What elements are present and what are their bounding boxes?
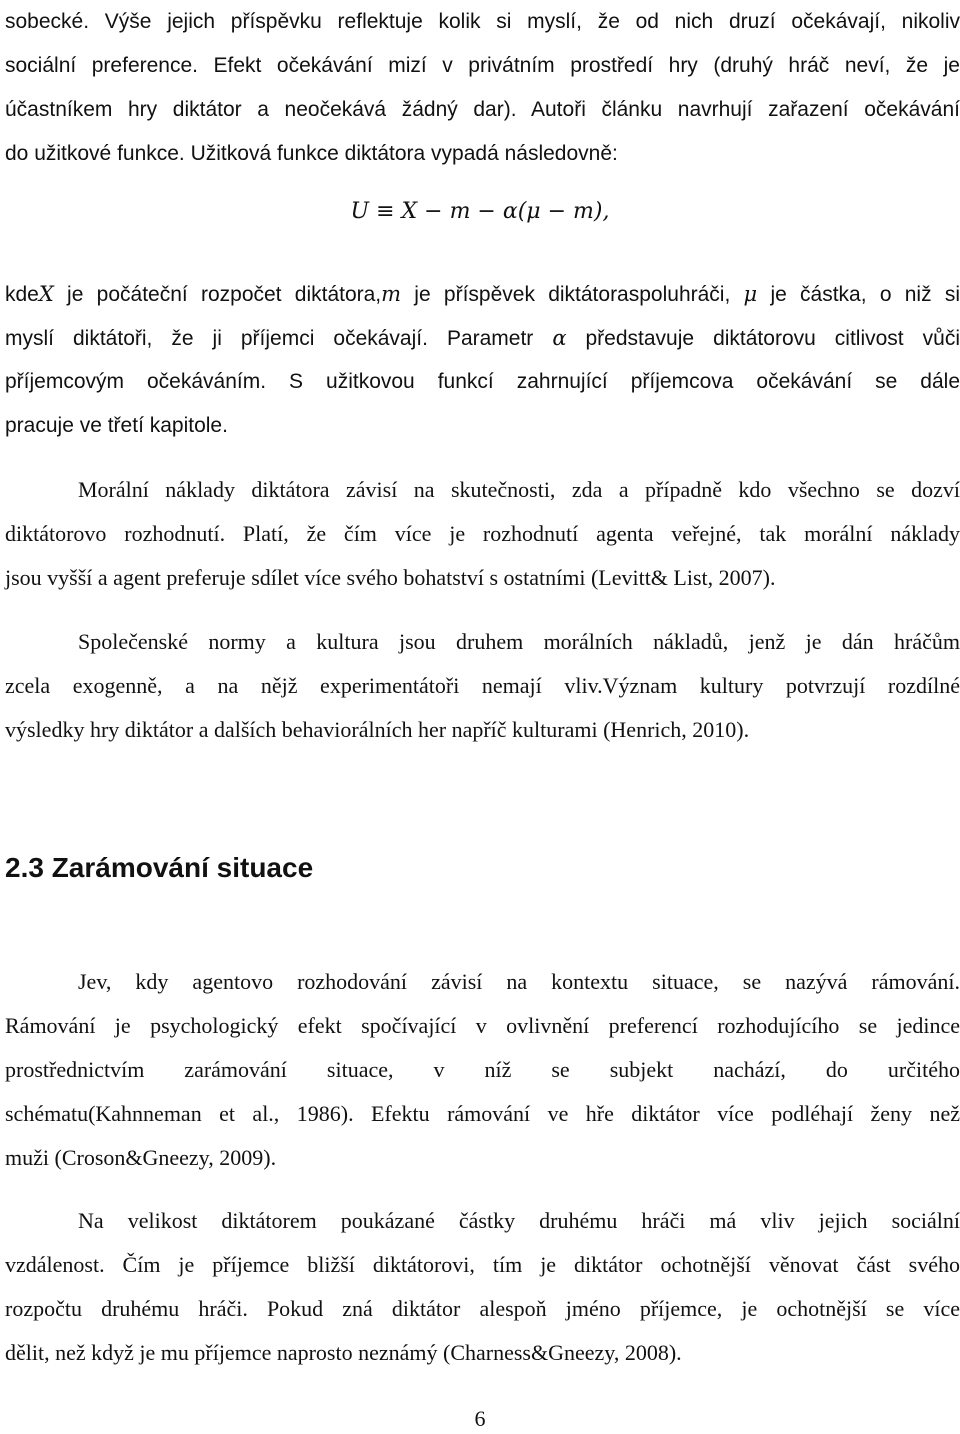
math-variable: α [552,326,567,350]
text-segment: je příspěvek diktátoraspoluhráči, [401,283,744,306]
text-line: sociální preference. Efekt očekávání mizí v privátním prostředí hry (druhý hráč neví, že je [5,54,960,77]
paragraph-expectations [5,0,960,176]
text-line: prostřednictvím zarámování situace, v níž se subjekt nachází, do určitého [5,1057,960,1082]
text-line: jsou vyšší a agent preferuje sdílet více svého bohatství s ostatními (Levitt& List, 2007). [5,565,776,590]
text-segment: kde [5,283,39,306]
text-line: do užitkové funkce. Užitková funkce diktátora vypadá následovně: [5,142,618,165]
text-line [5,272,960,316]
text-line: účastníkem hry diktátor a neočekává žádný dar). Autoři článku navrhují zařazení očekávání [5,98,960,121]
text-line: Rámování je psychologický efekt spočívající v ovlivnění preferencí rozhodujícího se jedince [5,1013,960,1038]
utility-formula: U ≡ X − m − α(μ − m), [350,199,610,224]
math-variable: X [38,282,54,306]
text-line [5,316,960,360]
text-line: pracuje ve třetí kapitole. [5,414,228,437]
text-segment: myslí diktátoři, že ji příjemci očekávají. Parametr [5,327,553,350]
page-number: 6 [474,1406,486,1431]
section-heading: 2.3 Zarámování situace [5,852,314,883]
text-line: příjemcovým očekáváním. S užitkovou funkcí zahrnující příjemcova očekávání se dále [5,370,960,393]
text-line: dělit, než když je mu příjemce naprosto neznámý (Charness&Gneezy, 2008). [5,1340,682,1365]
text-line: sobecké. Výše jejich příspěvku reflektuje kolik si myslí, že od nich druzí očekávají, nikoliv [5,10,960,33]
text-line: Na velikost diktátorem poukázané částky druhému hráči má vliv jejich sociální [78,1208,960,1233]
math-variable: m [381,282,402,306]
text-segment: je počáteční rozpočet diktátora, [53,283,382,306]
paragraph-social-norms [5,620,960,752]
text-line: Morální náklady diktátora závisí na skutečnosti, zda a případně kdo všechno se dozví [78,477,960,502]
paragraph-moral-costs [5,468,960,600]
math-variable: μ [743,282,758,306]
text-line: Společenské normy a kultura jsou druhem morálních nákladů, jenž je dán hráčům [78,629,960,654]
text-line: rozpočtu druhému hráči. Pokud zná diktátor alespoň jméno příjemce, je ochotnější se více [5,1296,960,1321]
text-line: muži (Croson&Gneezy, 2009). [5,1145,277,1170]
text-line: diktátorovo rozhodnutí. Platí, že čím více je rozhodnutí agenta veřejné, tak morální náklady [5,521,960,546]
paragraph-framing [5,960,960,1180]
text-line: Jev, kdy agentovo rozhodování závisí na kontextu situace, se nazývá rámování. [78,969,960,994]
text-line: vzdálenost. Čím je příjemce bližší diktátorovi, tím je diktátor ochotnější věnovat část svého [5,1252,960,1277]
text-line: schématu(Kahnneman et al., 1986). Efektu rámování ve hře diktátor více podléhají ženy než [5,1101,960,1126]
text-line: výsledky hry diktátor a dalších behaviorálních her napříč kulturami (Henrich, 2010). [5,717,750,742]
text-segment: je částka, o niž si [757,283,960,306]
paragraph-variables [5,272,960,448]
text-segment: představuje diktátorovu citlivost vůči [566,327,960,350]
text-line: zcela exogenně, a na nějž experimentátoři nemají vliv.Význam kultury potvrzují rozdílné [5,673,960,698]
paragraph-social-distance [5,1199,960,1375]
